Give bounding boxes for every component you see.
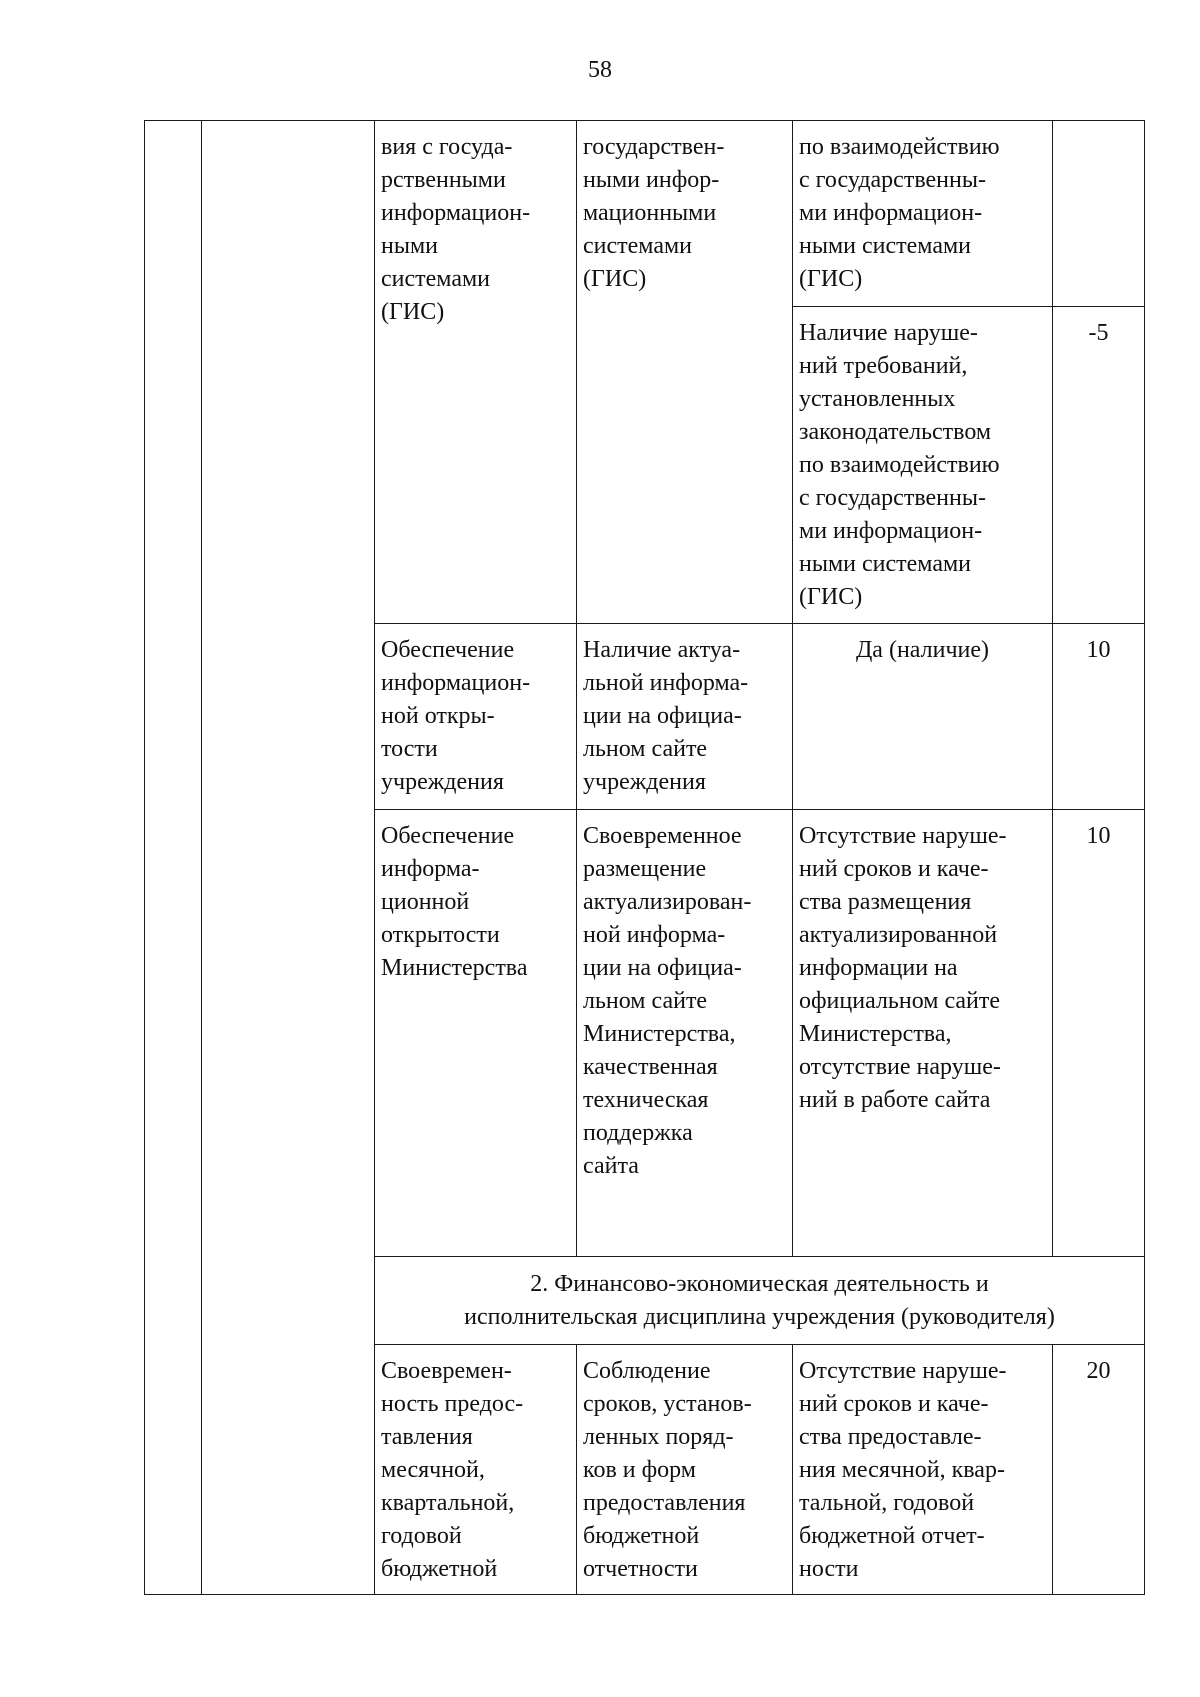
indicator-cell: Обеспечение информацион- ной откры- тости учреждения xyxy=(375,624,577,810)
score-cell xyxy=(1053,121,1145,307)
condition-cell: по взаимодействию с государственны- ми информацион- ными системами (ГИС) xyxy=(793,121,1053,307)
number-column-cell xyxy=(145,121,202,1595)
table-row xyxy=(145,121,1145,307)
position-column-cell xyxy=(202,121,375,1595)
indicator-cell: Обеспечение информа- ционной открытости Министерства xyxy=(375,810,577,1257)
page-number: 58 xyxy=(588,57,612,83)
score-cell: 20 xyxy=(1053,1345,1145,1595)
score-cell: 10 xyxy=(1053,624,1145,810)
condition-cell: Отсутствие наруше- ний сроков и каче- ства размещения актуализированной информации на официальном сайте Министерства, отсутствие наруше- ний в работе сайта xyxy=(793,810,1053,1257)
indicator-cell: Своевремен- ность предос- тавления месячной, квартальной, годовой бюджетной xyxy=(375,1345,577,1595)
condition-cell: Наличие наруше- ний требований, установленных законодательством по взаимодействию с государственны- ми информацион- ными системами (ГИС) xyxy=(793,307,1053,624)
criterion-cell: Своевременное размещение актуализирован- ной информа- ции на официа- льном сайте Министерства, качественная техническая поддержка сайта xyxy=(577,810,793,1257)
indicator-cell: вия с госуда- рственными информацион- ными системами (ГИС) xyxy=(375,121,577,624)
condition-cell: Отсутствие наруше- ний сроков и каче- ства предоставле- ния месячной, квар- тальной, годовой бюджетной отчет- ности xyxy=(793,1345,1053,1595)
criterion-cell: государствен- ными инфор- мационными системами (ГИС) xyxy=(577,121,793,624)
section-heading: 2. Финансово-экономическая деятельность и исполнительская дисциплина учреждения (руководителя) xyxy=(375,1257,1145,1345)
criterion-cell: Соблюдение сроков, установ- ленных поряд- ков и форм предоставления бюджетной отчетности xyxy=(577,1345,793,1595)
score-cell: 10 xyxy=(1053,810,1145,1257)
criterion-cell: Наличие актуа- льной информа- ции на официа- льном сайте учреждения xyxy=(577,624,793,810)
condition-cell: Да (наличие) xyxy=(793,624,1053,810)
criteria-table xyxy=(144,120,1145,1595)
score-cell: -5 xyxy=(1053,307,1145,624)
